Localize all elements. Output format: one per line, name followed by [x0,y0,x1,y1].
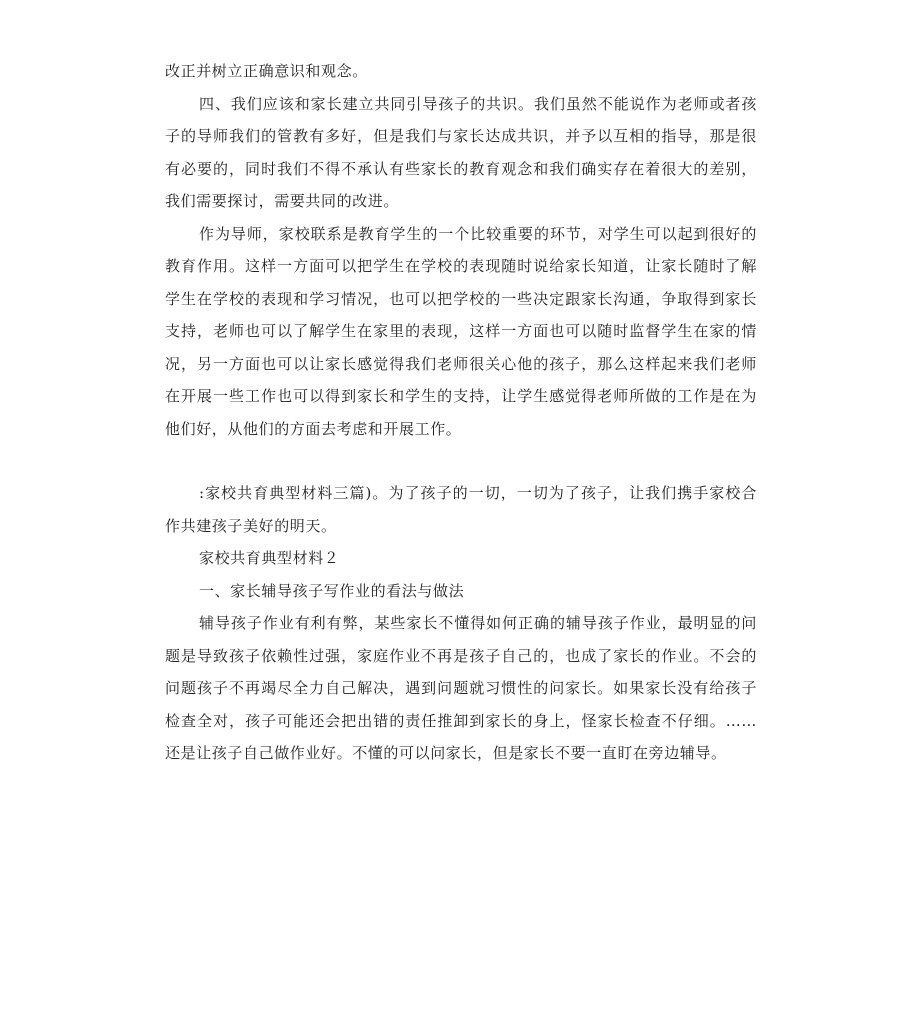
document-body [165,55,757,770]
subsection-heading: 一、家长辅导孩子写作业的看法与做法 [199,581,465,600]
paragraph-spacer [165,445,757,477]
paragraph-homework: 辅导孩子作业有利有弊，某些家长不懂得如何正确的辅导孩子作业，最明显的问题是导致孩子依赖性过强，家庭作业不再是孩子自己的，也成了家长的作业。不会的问题孩子不再竭尽全力自己解决，遇到问题就习惯性的问家长。如果家长没有给孩子检查全对，孩子可能还会把出错的责任推卸到家长的身上，怪家长检查不仔细。……还是让孩子自己做作业好。不懂的可以问家长，但是家长不要一直盯在旁边辅导。 [165,614,757,762]
paragraph-mentor-role: 作为导师，家校联系是教育学生的一个比较重要的环节，对学生可以起到很好的教育作用。这样一方面可以把学生在学校的表现随时说给家长知道，让家长随时了解学生在学校的表现和学习情况，也可以把学校的一些决定跟家长沟通，争取得到家长支持，老师也可以了解学生在家里的表现，这样一方面也可以随时监督学生在家的情况，另一方面也可以让家长感觉得我们老师很关心他的孩子，那么这样起来我们老师在开展一些工作也可以得到家长和学生的支持，让学生感觉得老师所做的工作是在为他们好，从他们的方面去考虑和开展工作。 [165,224,757,438]
section-heading: 家校共育典型材料２ [199,549,340,567]
paragraph-point-four: 四、我们应该和家长建立共同引导孩子的共识。我们虽然不能说作为老师或者孩子的导师我们的管教有多好，但是我们与家长达成共识，并予以互相的指导，那是很有必要的，同时我们不得不承认有些家长的教育观念和我们确实存在着很大的差别，我们需要探讨，需要共同的改进。 [165,94,757,210]
paragraph-continuation: 改正并树立正确意识和观念。 [165,62,368,80]
paragraph-closing: :家校共育典型材料三篇)。为了孩子的一切，一切为了孩子，让我们携手家校合作共建孩子美好的明天。 [165,484,757,535]
